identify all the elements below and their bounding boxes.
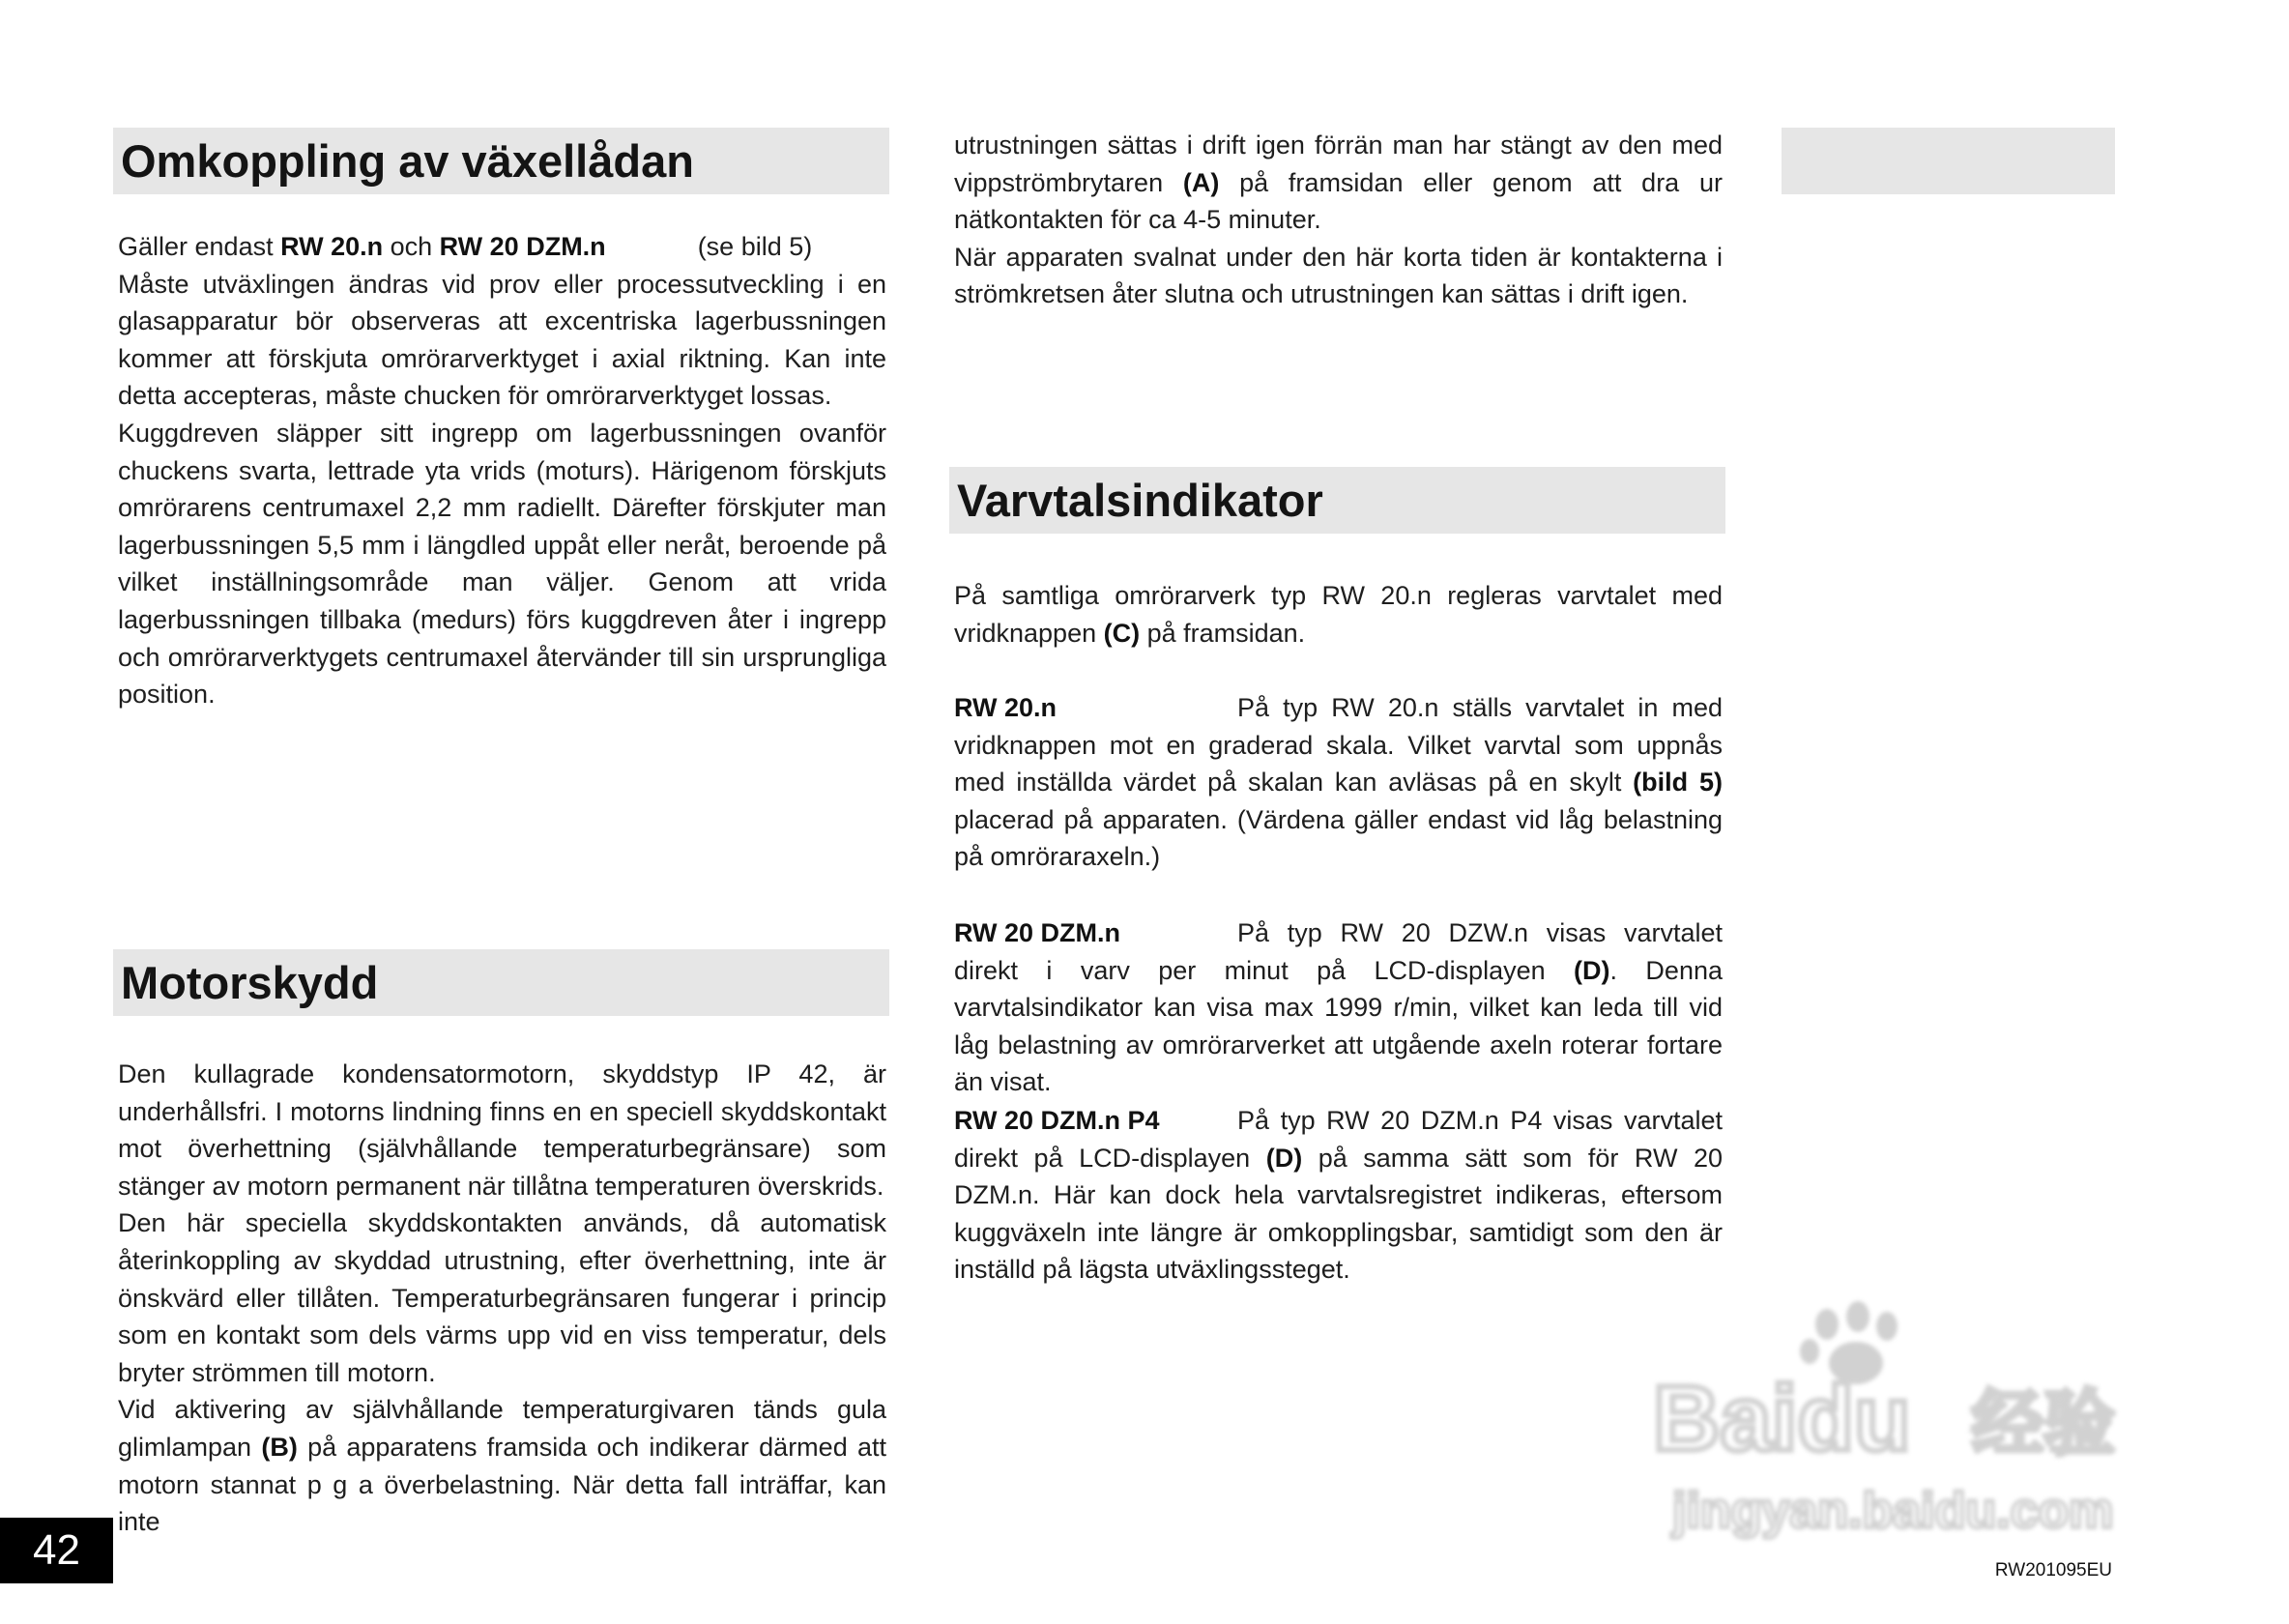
model-rw20dzmn: RW 20 DZM.n — [439, 232, 606, 261]
applies-line: Gäller endast RW 20.n och RW 20 DZM.n (se bild 5) — [118, 232, 813, 261]
continuation-body — [954, 127, 1723, 313]
model-label: RW 20 DZM.n P4 — [954, 1106, 1160, 1135]
document-code: RW201095EU — [1994, 1560, 2112, 1580]
section2-paragraph-2: Den här speciella skyddskontakten används, då automatisk återinkoppling av skyddad utrustning, efter överhettning, inte är önskvärd eller tillåten. Temperaturbegränsaren fungerar i princip som en kontakt som dels värms upp vid en viss temperatur, dels bryter strömmen till motorn. — [118, 1208, 886, 1387]
section1-body — [118, 228, 886, 713]
model-rw20dzmnp4-block: RW 20 DZM.n P4 På typ RW 20 DZM.n P4 visas varvtalet direkt på LCD-displayen (D) på samma sätt som för RW 20 DZM.n. Här kan dock hela varvtalsregistret indikeras, eftersom kuggväxeln inte längre är omkopplingsbar, samtidigt som den är inställd på lägsta utväxlingssteget. — [954, 1102, 1723, 1289]
heading-omkoppling: Omkoppling av växellådan — [113, 128, 889, 194]
section1-paragraph-1: Måste utväxlingen ändras vid prov eller processutveckling i en glasapparatur bör observeras att excentriska lagerbussningen kommer att förskjuta omrörarverktyget i axial riktning. Kan inte detta accepteras, måste chucken för omrörarverktyget lossas. — [118, 269, 886, 411]
see-ref: (se bild 5) — [697, 232, 813, 261]
section2-body — [118, 1056, 886, 1541]
section2-paragraph-3: Vid aktivering av självhållande temperaturgivaren tänds gula glimlampan (B) på apparatens framsida och indikerar därmed att motorn stannat p g a överbelastning. När detta fall inträffar, kan inte — [118, 1395, 886, 1537]
continuation-paragraph-2: När apparaten svalnat under den här korta tiden är kontakterna i strömkretsen åter slutna och utrustningen kan sättas i drift igen. — [954, 242, 1723, 309]
watermark-brand: Baidu — [1653, 1367, 1911, 1470]
section1-paragraph-2: Kuggdreven släpper sitt ingrepp om lagerbussningen ovanför chuckens svarta, lettrade yta vrids (moturs). Härigenom förskjuts omrörarens centrumaxel 2,2 mm radiellt. Därefter förskjuter man lagerbussningen 5,5 mm i längdled uppåt eller neråt, beroende på vilket inställningsområde man väljer. Genom att vrida lagerbussningen tillbaka (medurs) förs kuggdreven åter i ingrepp och omrörarverktygets centrumaxel återvänder till sin ursprungliga position. — [118, 418, 886, 710]
model-rw20n-block: RW 20.n På typ RW 20.n ställs varvtalet in med vridknappen mot en graderad skala. Vilket varvtal som uppnås med inställda värdet på skalan kan avläsas på en skylt (bild 5) placerad på apparaten. (Värdena gäller endast vid låg belastning på omröraraxeln.) — [954, 689, 1723, 876]
empty-heading-box — [1782, 128, 2115, 194]
model-label: RW 20 DZM.n — [954, 918, 1121, 947]
model-rw20dzmn-block: RW 20 DZM.n På typ RW 20 DZW.n visas varvtalet direkt i varv per minut på LCD-displayen (D). Denna varvtalsindikator kan visa max 1999 r/min, vilket kan leda till vid låg belastning av omrörarverket att utgående axeln roterar fortare än visat. — [954, 914, 1723, 1101]
section2-paragraph-1: Den kullagrade kondensatormotorn, skyddstyp IP 42, är underhållsfri. I motorns lindning finns en en speciell skyddskontakt mot överhettning (självhållande temperaturbegränsare) som stänger av motorn permanent när tillåtna temperaturen överskrids. — [118, 1059, 886, 1201]
section3-intro: På samtliga omrörarverk typ RW 20.n regleras varvtalet med vridknappen (C) på framsidan. — [954, 581, 1723, 648]
model-rw20n: RW 20.n — [280, 232, 384, 261]
page-number: 42 — [0, 1518, 113, 1583]
heading-motorskydd: Motorskydd — [113, 949, 889, 1016]
model-label: RW 20.n — [954, 693, 1058, 722]
baidu-watermark-logo — [1634, 1295, 2194, 1556]
continuation-paragraph-1: utrustningen sättas i drift igen förrän man har stängt av den med vippströmbrytaren (A) på framsidan eller genom att dra ur nätkontakten för ca 4-5 minuter. — [954, 130, 1723, 235]
heading-varvtalsindikator: Varvtalsindikator — [949, 467, 1725, 534]
watermark-brand-cn: 经验 — [1972, 1382, 2115, 1465]
watermark-url: jingyan.baidu.com — [1672, 1483, 2114, 1539]
